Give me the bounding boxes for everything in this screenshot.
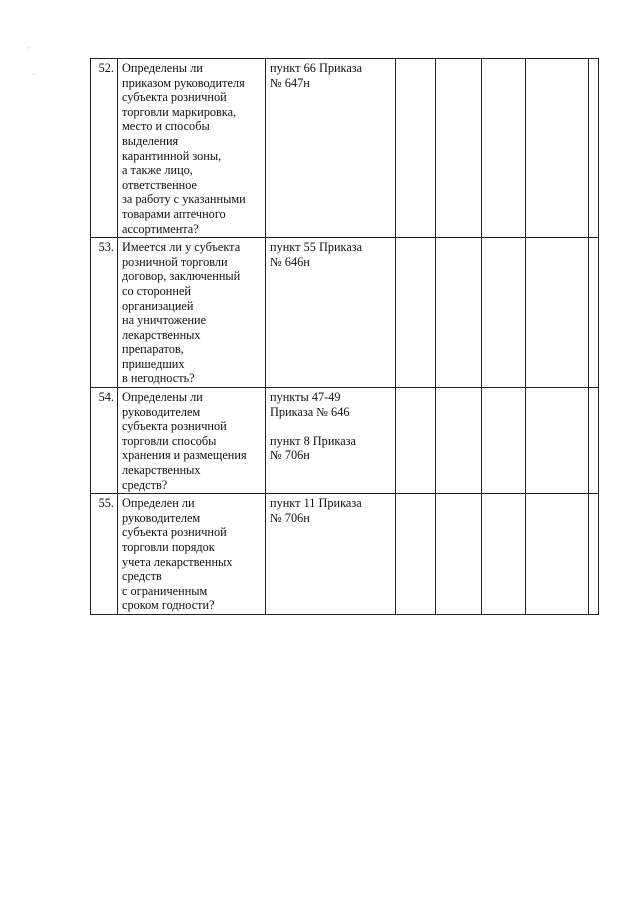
question-line: на уничтожение: [122, 313, 207, 328]
question-line: хранения и размещения: [122, 448, 247, 463]
question-line: субъекта розничной: [122, 90, 227, 105]
question-line: карантинной зоны,: [122, 148, 222, 163]
empty-answer-cell: [436, 238, 482, 388]
table-row: [91, 238, 599, 388]
empty-answer-cell: [589, 59, 599, 238]
reference-cell: [266, 388, 396, 494]
question-line: приказом руководителя: [122, 75, 245, 90]
row-number: 54.: [91, 388, 118, 494]
scan-speck: ·:: [26, 44, 31, 53]
question-line: средств?: [122, 477, 168, 492]
table-row: [91, 388, 599, 494]
empty-answer-cell: [482, 388, 526, 494]
question-line: торговли маркировка,: [122, 104, 237, 119]
question-line: субъекта розничной: [122, 525, 227, 540]
row-number: 55.: [91, 494, 118, 615]
empty-answer-cell: [396, 238, 436, 388]
question-line: Определены ли: [122, 390, 203, 405]
question-line: Имеется ли у субъекта: [122, 240, 241, 255]
question-line: лекарственных: [122, 463, 201, 478]
question-line: в негодность?: [122, 371, 195, 386]
question-line: субъекта розничной: [122, 419, 227, 434]
empty-answer-cell: [526, 59, 589, 238]
question-line: Определен ли: [122, 496, 195, 511]
table-row: [91, 494, 599, 615]
reference-line: № 646н: [270, 254, 310, 269]
question-line: средств: [122, 569, 162, 584]
reference-line: Приказа № 646: [270, 404, 350, 419]
question-line: учета лекарственных: [122, 554, 233, 569]
question-line: договор, заключенный: [122, 269, 241, 284]
question-line: пришедших: [122, 356, 185, 371]
empty-answer-cell: [396, 388, 436, 494]
row-number: 52.: [91, 59, 118, 238]
empty-answer-cell: [526, 238, 589, 388]
question-line: торговли порядок: [122, 540, 215, 554]
empty-answer-cell: [526, 388, 589, 494]
reference-line: пункт 55 Приказа: [270, 240, 363, 255]
question-line: лекарственных: [122, 327, 201, 342]
question-line: со сторонней: [122, 283, 191, 298]
empty-answer-cell: [589, 494, 599, 615]
question-line: препаратов,: [122, 342, 184, 357]
checklist-table: [90, 58, 599, 615]
question-line: руководителем: [122, 404, 201, 419]
empty-answer-cell: [589, 388, 599, 494]
row-number: 53.: [91, 238, 118, 388]
question-line: а также лицо,: [122, 163, 193, 178]
question-cell: [118, 59, 266, 238]
empty-answer-cell: [436, 494, 482, 615]
reference-line: № 706н: [270, 448, 310, 463]
empty-answer-cell: [396, 59, 436, 238]
question-line: выделения: [122, 133, 179, 148]
reference-cell: [266, 494, 396, 615]
reference-line: № 706н: [270, 510, 310, 525]
empty-answer-cell: [482, 238, 526, 388]
reference-line: № 647н: [270, 75, 310, 90]
question-line: руководителем: [122, 510, 201, 525]
reference-cell: [266, 59, 396, 238]
question-cell: [118, 238, 266, 388]
question-line: с ограниченным: [122, 583, 208, 598]
empty-answer-cell: [482, 494, 526, 615]
empty-answer-cell: [589, 238, 599, 388]
reference-line: пункт 11 Приказа: [270, 496, 362, 511]
question-line: ассортимента?: [122, 221, 199, 236]
reference-line: пункт 66 Приказа: [270, 61, 363, 75]
empty-answer-cell: [396, 494, 436, 615]
question-line: организацией: [122, 298, 194, 313]
reference-line: пункт 8 Приказа: [270, 433, 356, 448]
question-cell: [118, 388, 266, 494]
empty-answer-cell: [482, 59, 526, 238]
reference-spacer: [270, 419, 392, 434]
reference-line: пункты 47-49: [270, 390, 341, 405]
question-line: Определены ли: [122, 61, 203, 75]
question-line: ответственное: [122, 177, 198, 192]
question-line: за работу с указанными: [122, 192, 246, 207]
empty-answer-cell: [436, 388, 482, 494]
empty-answer-cell: [436, 59, 482, 238]
question-line: сроком годности?: [122, 598, 215, 613]
question-line: товарами аптечного: [122, 206, 226, 221]
reference-cell: [266, 238, 396, 388]
question-line: место и способы: [122, 119, 210, 134]
scan-speck: ··: [31, 70, 37, 79]
table-row: [91, 59, 599, 238]
question-line: розничной торговли: [122, 254, 228, 269]
question-line: торговли способы: [122, 433, 217, 448]
question-cell: [118, 494, 266, 615]
empty-answer-cell: [526, 494, 589, 615]
